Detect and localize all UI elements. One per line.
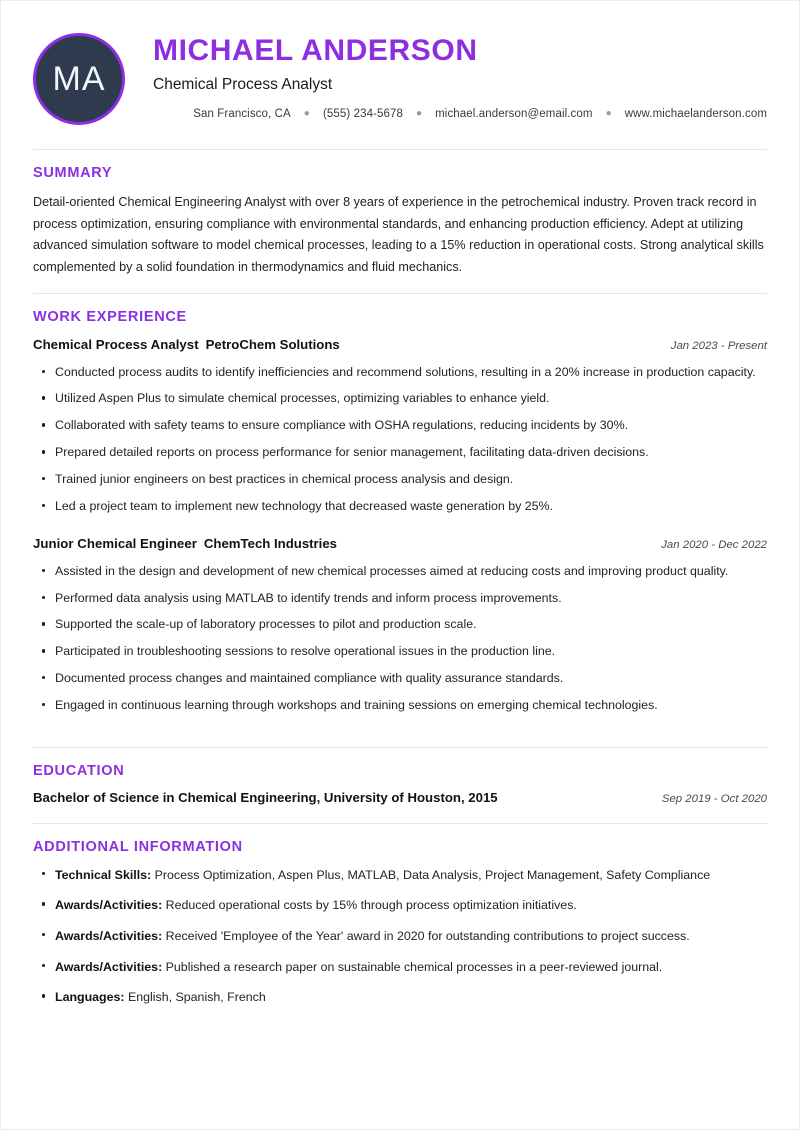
additional-info-value: English, Spanish, French <box>124 990 266 1005</box>
summary-text: Detail-oriented Chemical Engineering Analyst with over 8 years of experience in the petrochemical industry. Proven track record in process optimization, ensuring compliance with environmental standards, and enhancing production efficiency. Adept at utilizing advanced simulation software to model chemical processes, leading to a 15% reduction in operational costs. Strong analytical skills complemented by a solid foundation in thermodynamics and fluid mechanics. <box>33 195 764 274</box>
section-experience <box>33 279 767 715</box>
resume-header <box>33 1 767 135</box>
section-divider <box>33 293 767 294</box>
section-title-experience: WORK EXPERIENCE <box>33 308 187 325</box>
additional-info-value: Reduced operational costs by 15% through process optimization initiatives. <box>162 898 577 913</box>
additional-info-item <box>33 958 767 977</box>
avatar <box>33 33 125 125</box>
section-additional-information <box>33 805 767 1007</box>
experience-bullet-list <box>33 562 767 715</box>
experience-bullet-list <box>33 363 767 516</box>
experience-entry <box>33 336 767 516</box>
contact-item[interactable]: (555) 234-5678 <box>322 108 403 121</box>
experience-dates: Jan 2023 - Present <box>670 339 767 352</box>
experience-bullet: Participated in troubleshooting sessions to resolve operational issues in the production line. <box>33 642 767 661</box>
additional-info-list <box>33 866 767 1007</box>
page-title: MICHAEL ANDERSON <box>153 34 478 67</box>
experience-company: PetroChem Solutions <box>205 336 340 352</box>
experience-entry-header <box>33 535 767 553</box>
additional-info-item <box>33 988 767 1007</box>
contact-separator-dot: ● <box>303 108 310 120</box>
experience-bullet: Engaged in continuous learning through workshops and training sessions on emerging chemical technologies. <box>33 696 767 715</box>
additional-info-item <box>33 866 767 885</box>
avatar-initials: MA <box>52 60 106 98</box>
experience-job-title: Junior Chemical Engineer <box>33 535 197 551</box>
experience-bullet: Documented process changes and maintained compliance with quality assurance standards. <box>33 669 767 688</box>
contact-item[interactable]: www.michaelanderson.com <box>624 108 767 121</box>
experience-list <box>33 336 767 715</box>
experience-bullet: Utilized Aspen Plus to simulate chemical processes, optimizing variables to enhance yield. <box>33 389 767 408</box>
section-title-additional: ADDITIONAL INFORMATION <box>33 838 243 855</box>
section-title-summary: SUMMARY <box>33 165 113 181</box>
experience-title-company <box>33 535 337 553</box>
additional-info-value: Published a research paper on sustainable chemical processes in a peer-reviewed journal. <box>162 959 663 974</box>
header-text-block <box>153 31 767 120</box>
additional-info-label: Technical Skills: <box>55 867 152 882</box>
experience-bullet: Collaborated with safety teams to ensure compliance with OSHA regulations, reducing incidents by 30%. <box>33 416 767 435</box>
experience-bullet: Prepared detailed reports on process performance for senior management, facilitating data-driven decisions. <box>33 443 767 462</box>
contact-item[interactable]: San Francisco, CA <box>193 108 291 121</box>
education-dates: Sep 2019 - Oct 2020 <box>661 792 767 805</box>
experience-bullet: Assisted in the design and development of new chemical processes aimed at reducing costs and improving product quality. <box>33 562 767 581</box>
experience-company: ChemTech Industries <box>203 535 338 551</box>
education-degree: Bachelor of Science in Chemical Engineering, University of Houston, 2015 <box>33 789 498 805</box>
section-divider <box>33 149 767 150</box>
education-list <box>33 790 767 805</box>
additional-info-item <box>33 927 767 946</box>
contact-separator-dot: ● <box>415 108 423 120</box>
additional-info-item <box>33 896 767 915</box>
contact-separator-dot: ● <box>605 108 612 120</box>
additional-info-label: Languages: <box>55 990 125 1005</box>
experience-bullet: Supported the scale-up of laboratory processes to pilot and production scale. <box>33 615 767 634</box>
section-divider <box>33 747 767 748</box>
education-entry <box>33 790 767 805</box>
additional-info-label: Awards/Activities: <box>55 898 163 913</box>
additional-info-label: Awards/Activities: <box>55 959 163 974</box>
additional-info-value: Received 'Employee of the Year' award in 2020 for outstanding contributions to project success. <box>162 928 690 943</box>
contact-item[interactable]: michael.anderson@email.com <box>435 108 593 121</box>
experience-dates: Jan 2020 - Dec 2022 <box>661 538 767 551</box>
section-divider <box>33 823 767 824</box>
section-summary <box>33 135 767 279</box>
experience-bullet: Trained junior engineers on best practices in chemical process analysis and design. <box>33 470 767 489</box>
experience-entry <box>33 535 767 715</box>
additional-info-label: Awards/Activities: <box>55 928 163 943</box>
additional-info-value: Process Optimization, Aspen Plus, MATLAB, Data Analysis, Project Management, Safety Compliance <box>151 867 711 882</box>
experience-job-title: Chemical Process Analyst <box>33 336 199 352</box>
experience-bullet: Led a project team to implement new technology that decreased waste generation by 25%. <box>33 497 767 516</box>
experience-bullet: Performed data analysis using MATLAB to identify trends and inform process improvements. <box>33 589 767 608</box>
contact-line <box>153 108 767 120</box>
experience-title-company <box>33 336 340 354</box>
experience-entry-header <box>33 336 767 354</box>
section-title-education: EDUCATION <box>33 762 125 779</box>
experience-bullet: Conducted process audits to identify inefficiencies and recommend solutions, resulting in a 20% increase in production capacity. <box>33 363 767 382</box>
job-headline: Chemical Process Analyst <box>153 75 333 93</box>
section-education <box>33 723 767 805</box>
